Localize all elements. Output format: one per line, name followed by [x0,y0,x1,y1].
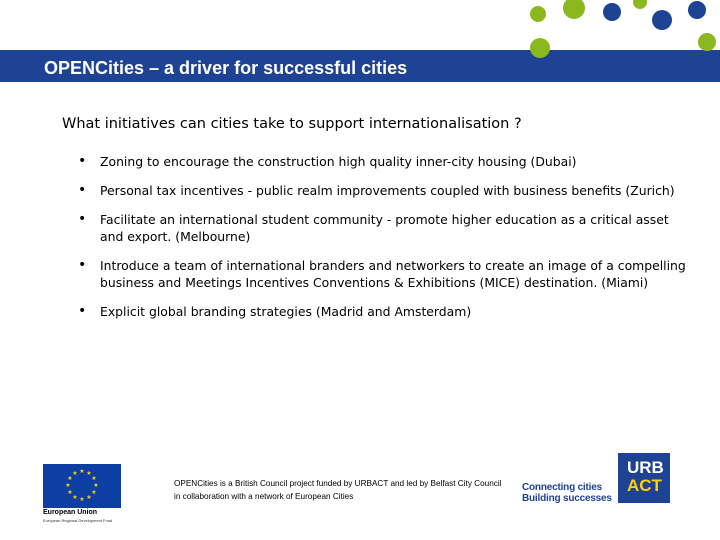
svg-text:★: ★ [91,475,97,482]
bullet-text: Personal tax incentives - public realm improvements coupled with business benefits (Zurich) [100,183,675,198]
bullet-icon: • [78,211,87,227]
eu-label: European Union [43,509,98,516]
svg-text:★: ★ [67,489,73,496]
svg-text:★: ★ [93,482,99,489]
bullet-text: Zoning to encourage the construction high quality inner-city housing (Dubai) [100,154,577,169]
svg-text:★: ★ [86,494,92,501]
bullet-text: Facilitate an international student community - promote higher education as a critical asset and export. (Melbourne) [100,212,669,244]
bullet-icon: • [78,257,87,273]
urbact-logo [618,453,670,503]
urbact-logo-line-2: ACT [627,476,662,495]
svg-text:★: ★ [86,470,92,477]
urbact-tagline [522,482,614,504]
funding-note: OPENCities is a British Council project funded by URBACT and led by Belfast City Council in collaboration with a network of European Cities [174,479,502,501]
bullet-icon: • [78,182,87,198]
tagline-line-1: Connecting cities [522,482,602,493]
eu-stars-icon [43,464,121,508]
svg-text:★: ★ [72,470,78,477]
urbact-logo-line-1: URB [627,458,664,477]
svg-text:★: ★ [79,468,85,475]
svg-text:★: ★ [72,494,78,501]
eu-sub-label: European Regional Development Fund [43,518,113,523]
list-item [78,153,688,170]
bullet-text: Introduce a team of international branders and networkers to create an image of a compelling business and Meetings Incentives Conventions & Exhibitions (MICE) destination. (Miami) [100,258,686,290]
tagline-line-2: Building successes [522,493,612,504]
bullet-icon: • [78,153,87,169]
svg-text:★: ★ [79,496,85,503]
initiatives-list [78,153,688,332]
bullet-icon: • [78,303,87,319]
svg-text:★: ★ [65,482,71,489]
svg-text:★: ★ [67,475,73,482]
list-item [78,257,688,291]
svg-text:★: ★ [91,489,97,496]
question-heading: What initiatives can cities take to support internationalisation ? [62,116,522,132]
list-item [78,211,688,245]
page-title: OPENCities – a driver for successful cities [44,58,408,78]
list-item [78,182,688,199]
list-item [78,303,688,320]
bullet-text: Explicit global branding strategies (Madrid and Amsterdam) [100,304,472,319]
eu-flag-logo [43,464,121,508]
